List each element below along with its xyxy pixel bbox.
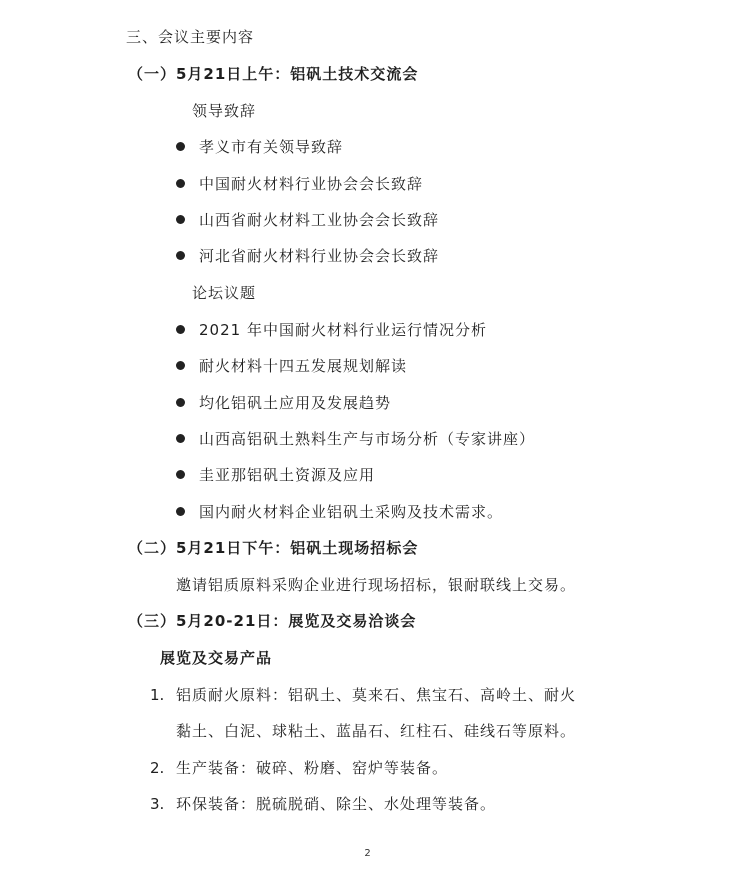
part2-heading: （二）5月21日下午：铝矾土现场招标会 [128, 539, 419, 557]
part1-heading: （一）5月21日上午：铝矾土技术交流会 [128, 65, 419, 83]
bullet-icon [176, 325, 185, 334]
bullet-icon [176, 507, 185, 516]
page-number: 2 [364, 848, 371, 859]
speech-item: 孝义市有关领导致辞 [199, 138, 344, 156]
bullet-icon [176, 398, 185, 407]
list-number: 1. [150, 686, 165, 704]
section-title: 三、会议主要内容 [126, 28, 255, 46]
bullet-icon [176, 470, 185, 479]
bullet-icon [176, 251, 185, 260]
product-item-line: 生产装备：破碎、粉磨、窑炉等装备。 [176, 759, 449, 777]
topic-item: 耐火材料十四五发展规划解读 [199, 357, 408, 375]
products-label: 展览及交易产品 [160, 649, 273, 667]
speech-item: 河北省耐火材料行业协会会长致辞 [199, 247, 440, 265]
part3-heading: （三）5月20-21日：展览及交易洽谈会 [128, 612, 417, 630]
product-item-line: 环保装备：脱硫脱硝、除尘、水处理等装备。 [176, 795, 497, 813]
topic-item: 均化铝矾土应用及发展趋势 [199, 394, 392, 412]
speech-item: 山西省耐火材料工业协会会长致辞 [199, 211, 440, 229]
bullet-icon [176, 434, 185, 443]
bullet-icon [176, 215, 185, 224]
product-item-line: 铝质耐火原料：铝矾土、莫来石、焦宝石、高岭土、耐火 [176, 686, 577, 704]
speech-item: 中国耐火材料行业协会会长致辞 [199, 175, 424, 193]
bullet-icon [176, 179, 185, 188]
part2-text: 邀请铝质原料采购企业进行现场招标，银耐联线上交易。 [176, 576, 577, 594]
product-item-line: 黏土、白泥、球粘土、蓝晶石、红柱石、硅线石等原料。 [176, 722, 577, 740]
list-number: 3. [150, 795, 165, 813]
bullet-icon [176, 361, 185, 370]
topics-label: 论坛议题 [192, 284, 257, 302]
speeches-label: 领导致辞 [192, 102, 257, 120]
topic-item: 圭亚那铝矾土资源及应用 [199, 466, 376, 484]
bullet-icon [176, 142, 185, 151]
topic-item: 2021 年中国耐火材料行业运行情况分析 [199, 321, 487, 339]
topic-item: 国内耐火材料企业铝矾土采购及技术需求。 [199, 503, 504, 521]
list-number: 2. [150, 759, 165, 777]
topic-item: 山西高铝矾土熟料生产与市场分析（专家讲座） [199, 430, 536, 448]
